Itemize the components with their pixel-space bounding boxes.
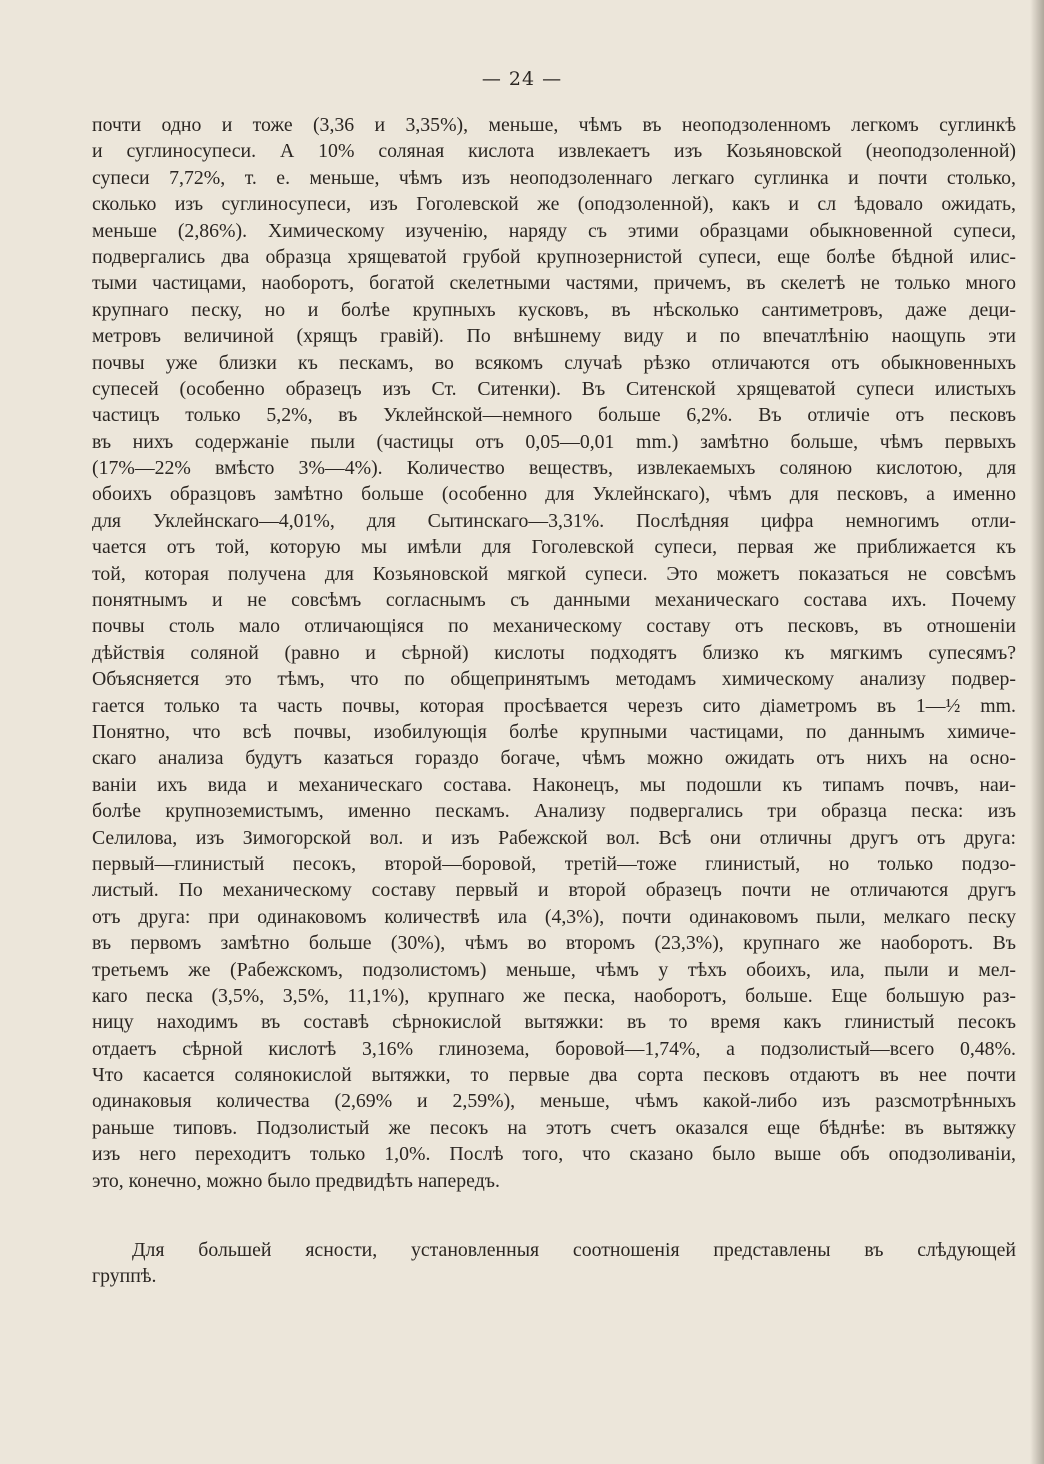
text-line: для Уклейнскаго—4,01%, для Сытинскаго—3,31%. Послѣдняя цифра немногимъ отли- [92,509,1016,532]
text-line: и суглиносупеси. А 10% соляная кислота извлекаетъ изъ Козьяновской (неоподзоленной) [92,140,1016,163]
text-line: каго песка (3,5%, 3,5%, 11,1%), крупнаго же песка, наоборотъ, больше. Еще большую раз- [92,984,1016,1007]
text-line: ваніи ихъ вида и механическаго состава. Наконецъ, мы подошли къ типамъ почвъ, наи- [92,773,1016,796]
text-line: метровъ величиной (хрящъ гравій). По внѣшнему виду и по впечатлѣнію наощупь эти [92,325,1016,348]
text-line: третьемъ же (Рабежскомъ, подзолистомъ) меньше, чѣмъ у тѣхъ обоихъ, ила, пыли и мел- [92,958,1016,981]
text-line: одинаковыя количества (2,69% и 2,59%), меньше, чѣмъ какой-либо изъ разсмотрѣнныхъ [92,1090,1016,1113]
text-line: Для большей ясности, установленныя соотношенія представлены въ слѣдующей [132,1239,1016,1261]
text-line: изъ него переходитъ только 1,0%. Послѣ того, что сказано было выше объ оподзоливаніи, [92,1143,1016,1166]
text-line: группѣ. [92,1265,157,1288]
text-line: Объясняется это тѣмъ, что по общепринятымъ методамъ химическому анализу подвер- [92,668,1016,691]
text-line: Понятно, что всѣ почвы, изобилующія болѣе крупными частицами, по даннымъ химиче- [92,720,1016,743]
page-edge-shadow [1030,0,1044,1464]
text-line: въ нихъ содержаніе пыли (частицы отъ 0,05—0,01 mm.) замѣтно больше, чѣмъ первыхъ [92,430,1016,453]
text-line: скаго анализа будутъ казаться гораздо богаче, чѣмъ можно ожидать отъ нихъ на осно- [92,747,1016,770]
text-line: обоихъ образцовъ замѣтно больше (особенно для Уклейнскаго), чѣмъ для песковъ, а именно [92,483,1016,506]
text-line: чается отъ той, которую мы имѣли для Гоголевской супеси, первая же приближается къ [92,536,1016,559]
text-line: первый—глинистый песокъ, второй—боровой, третій—тоже глинистый, но только подзо- [92,852,1016,875]
text-line: супесей (особенно образецъ изъ Ст. Ситенки). Въ Ситенской хрящеватой супеси илистыхъ [92,377,1016,400]
text-line: частицъ только 5,2%, въ Уклейнской—немного больше 6,2%. Въ отличіе отъ песковъ [92,404,1016,427]
text-line: отъ друга: при одинаковомъ количествѣ ила (4,3%), почти одинаковомъ пыли, мелкаго песку [92,905,1016,928]
text-line: ницу находимъ въ составѣ сѣрнокислой вытяжки: въ то время какъ глинистый песокъ [92,1011,1016,1034]
text-line: это, конечно, можно было предвидѣть напередъ. [92,1169,500,1192]
text-line: сколько изъ суглиносупеси, изъ Гоголевской же (оподзоленной), какъ и сл ѣдовало ожидать, [92,193,1016,216]
text-line: понятнымъ и не совсѣмъ согласнымъ съ данными механическаго состава ихъ. Почему [92,589,1016,612]
page-number: — 24 — [481,68,563,90]
text-line: болѣе крупноземистымъ, именно пескамъ. Анализу подвергались три образца песка: изъ [92,800,1016,823]
text-line: листый. По механическому составу первый и второй образецъ почти не отличаются другъ [92,879,1016,902]
text-line: раньше типовъ. Подзолистый же песокъ на этотъ счетъ оказался еще бѣднѣе: въ вытяжку [92,1116,1016,1139]
text-line: Селилова, изъ Зимогорской вол. и изъ Рабежской вол. Всѣ они отличны другъ отъ друга: [92,826,1016,849]
text-line: той, которая получена для Козьяновской мягкой супеси. Это можетъ показаться не совсѣмъ [92,562,1016,585]
text-line: почвы столь мало отличающіяся по механическому составу отъ песковъ, въ отношеніи [92,615,1016,638]
text-line: почти одно и тоже (3,36 и 3,35%), меньше, чѣмъ въ неоподзоленномъ легкомъ суглинкѣ [92,114,1016,136]
text-line: тыми частицами, наоборотъ, богатой скелетными частями, причемъ, въ скелетѣ не только много [92,272,1016,295]
text-line: крупнаго песку, но и болѣе крупныхъ кусковъ, въ нѣсколько сантиметровъ, даже деци- [92,298,1016,321]
text-line: гается только та часть почвы, которая просѣвается черезъ сито діаметромъ въ 1—½ mm. [92,694,1016,717]
main-paragraph [92,112,1016,1194]
text-line: почвы уже близки къ пескамъ, во всякомъ случаѣ рѣзко отличаются отъ обыкновенныхъ [92,351,1016,374]
text-line: супеси 7,72%, т. е. меньше, чѣмъ изъ неоподзоленнаго легкаго суглинка и почти столько, [92,166,1016,189]
text-line: Что касается солянокислой вытяжки, то первые два сорта песковъ отдаютъ въ нее почти [92,1064,1016,1087]
closing-paragraph [92,1237,1016,1290]
text-line: (17%—22% вмѣсто 3%—4%). Количество веществъ, извлекаемыхъ соляною кислотою, для [92,457,1016,480]
text-line: подвергались два образца хрящеватой грубой крупнозернистой супеси, еще болѣе бѣдной илис- [92,245,1016,268]
text-line: дѣйствія соляной (равно и сѣрной) кислоты подходятъ близко къ мягкимъ супесямъ? [92,641,1016,664]
text-line: въ первомъ замѣтно больше (30%), чѣмъ во второмъ (23,3%), крупнаго же наоборотъ. Въ [92,932,1016,955]
text-line: отдаетъ сѣрной кислотѣ 3,16% глинозема, боровой—1,74%, а подзолистый—всего 0,48%. [92,1037,1016,1060]
text-line: меньше (2,86%). Химическому изученію, наряду съ этими образцами обыкновенной супеси, [92,219,1016,242]
